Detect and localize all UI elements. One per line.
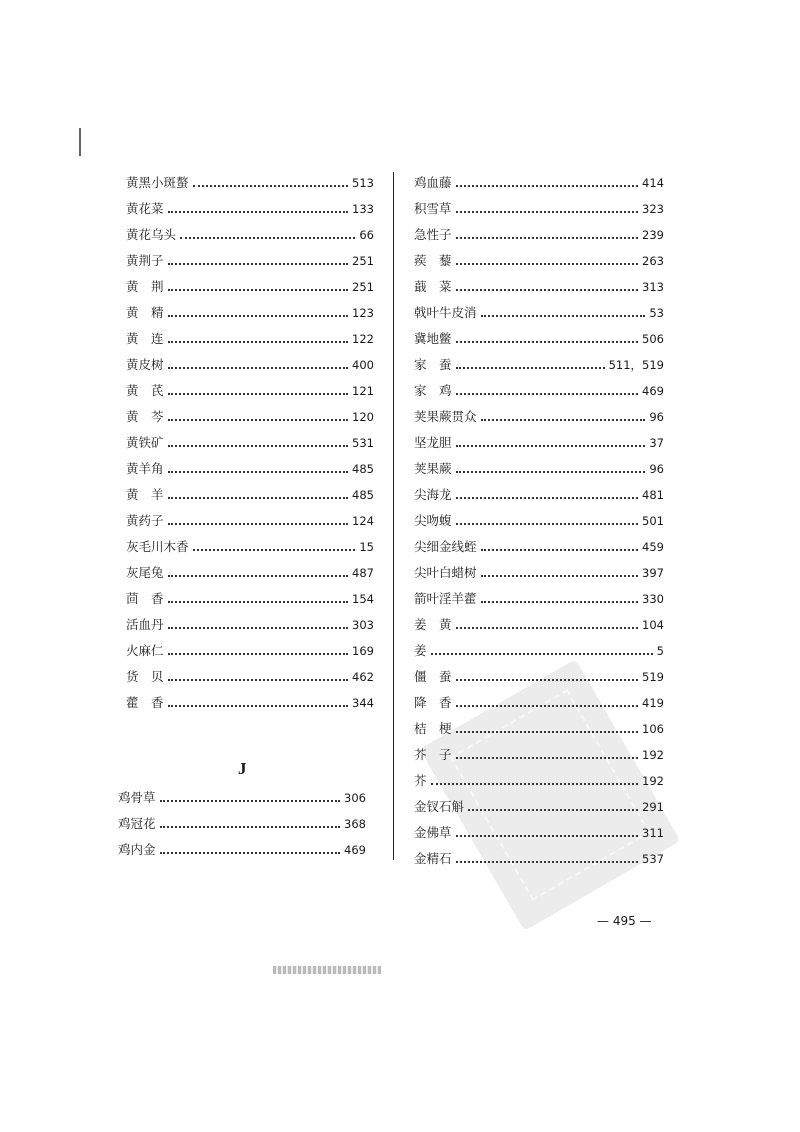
dot-leader xyxy=(481,315,646,317)
index-entry xyxy=(126,225,374,245)
entry-name: 尖细金线蛭 xyxy=(414,539,477,554)
entry-name: 尖海龙 xyxy=(414,487,452,502)
index-entry xyxy=(126,355,374,375)
entry-name: 降 香 xyxy=(414,695,452,710)
index-entry xyxy=(126,381,374,401)
index-entry xyxy=(126,693,374,713)
index-entry xyxy=(126,329,374,349)
entry-page: 313 xyxy=(642,280,664,294)
dot-leader xyxy=(456,289,639,291)
index-entry xyxy=(414,173,664,193)
index-entry xyxy=(414,563,664,583)
index-entry xyxy=(414,589,664,609)
dot-leader xyxy=(193,185,349,187)
entry-name: 黄花乌头 xyxy=(126,227,177,242)
entry-page: 291 xyxy=(642,800,664,814)
entry-page: 487 xyxy=(352,566,374,580)
entry-page: 251 xyxy=(352,280,374,294)
index-entry xyxy=(126,485,374,505)
dot-leader xyxy=(160,852,341,854)
dot-leader xyxy=(456,445,646,447)
entry-name: 急性子 xyxy=(414,227,452,242)
dot-leader xyxy=(456,627,639,629)
entry-name: 家 蚕 xyxy=(414,357,452,372)
entry-page: 192 xyxy=(642,774,664,788)
entry-name: 火麻仁 xyxy=(126,643,164,658)
entry-name: 黄花菜 xyxy=(126,201,164,216)
index-entry xyxy=(414,511,664,531)
index-entry xyxy=(126,537,374,557)
entry-page: 120 xyxy=(352,410,374,424)
entry-name: 蕺 菜 xyxy=(414,279,452,294)
dot-leader xyxy=(168,367,349,369)
dot-leader xyxy=(168,393,349,395)
entry-name: 金钗石斛 xyxy=(414,799,465,814)
entry-name: 黄药子 xyxy=(126,513,164,528)
entry-page: 239 xyxy=(642,228,664,242)
entry-page: 485 xyxy=(352,462,374,476)
entry-name: 坚龙胆 xyxy=(414,435,452,450)
index-entry xyxy=(126,303,374,323)
entry-name: 芥 子 xyxy=(414,747,452,762)
entry-page: 192 xyxy=(642,748,664,762)
dot-leader xyxy=(456,731,639,733)
entry-page: 330 xyxy=(642,592,664,606)
dot-leader xyxy=(431,783,639,785)
entry-name: 尖吻蝮 xyxy=(414,513,452,528)
index-entry xyxy=(126,615,374,635)
entry-page: 368 xyxy=(344,817,366,831)
entry-name: 芥 xyxy=(414,773,427,788)
dot-leader xyxy=(160,826,341,828)
dot-leader xyxy=(456,861,639,863)
entry-page: 124 xyxy=(352,514,374,528)
index-entry xyxy=(414,355,664,375)
index-entry xyxy=(414,433,664,453)
entry-name: 黄羊角 xyxy=(126,461,164,476)
entry-page: 481 xyxy=(642,488,664,502)
dot-leader xyxy=(168,679,349,681)
entry-name: 黄 羊 xyxy=(126,487,164,502)
entry-name: 茴 香 xyxy=(126,591,164,606)
entry-name: 冀地鳖 xyxy=(414,331,452,346)
index-entry xyxy=(414,407,664,427)
entry-page: 251 xyxy=(352,254,374,268)
scan-artifact xyxy=(273,966,381,974)
entry-name: 货 贝 xyxy=(126,669,164,684)
entry-name: 黄 芪 xyxy=(126,383,164,398)
entry-name: 荚果蕨 xyxy=(414,461,452,476)
entry-page: 414 xyxy=(642,176,664,190)
dot-leader xyxy=(456,341,639,343)
index-entry xyxy=(126,589,374,609)
entry-page: 66 xyxy=(359,228,374,242)
dot-leader xyxy=(168,315,349,317)
index-entry xyxy=(414,771,664,791)
dot-leader xyxy=(168,575,349,577)
dot-leader xyxy=(168,419,349,421)
index-entry xyxy=(126,407,374,427)
column-divider xyxy=(393,172,394,860)
entry-page: 53 xyxy=(649,306,664,320)
index-entry xyxy=(126,433,374,453)
entry-page: 506 xyxy=(642,332,664,346)
entry-page: 462 xyxy=(352,670,374,684)
entry-page: 106 xyxy=(642,722,664,736)
dot-leader xyxy=(431,653,653,655)
index-entry xyxy=(414,719,664,739)
dot-leader xyxy=(456,211,639,213)
margin-mark xyxy=(79,128,81,156)
entry-page: 37 xyxy=(649,436,664,450)
entry-page: 323 xyxy=(642,202,664,216)
index-entry xyxy=(414,329,664,349)
dot-leader xyxy=(168,211,349,213)
entry-name: 鸡冠花 xyxy=(118,816,156,831)
entry-page: 400 xyxy=(352,358,374,372)
index-entry xyxy=(126,641,374,661)
entry-page: 469 xyxy=(642,384,664,398)
dot-leader xyxy=(481,549,639,551)
entry-name: 灰毛川木香 xyxy=(126,539,189,554)
entry-page: 104 xyxy=(642,618,664,632)
index-entry xyxy=(414,823,664,843)
index-entry xyxy=(126,277,374,297)
dot-leader xyxy=(193,549,356,551)
entry-page: 311 xyxy=(642,826,664,840)
entry-page: 397 xyxy=(642,566,664,580)
entry-page: 5 xyxy=(656,644,664,658)
entry-name: 家 鸡 xyxy=(414,383,452,398)
dot-leader xyxy=(456,471,646,473)
index-entry xyxy=(414,849,664,869)
entry-page: 122 xyxy=(352,332,374,346)
entry-page: 469 xyxy=(344,843,366,857)
dot-leader xyxy=(168,653,349,655)
entry-name: 鸡血藤 xyxy=(414,175,452,190)
entry-name: 黄黑小斑螯 xyxy=(126,175,189,190)
index-entry xyxy=(414,251,664,271)
index-entry xyxy=(126,667,374,687)
index-entry xyxy=(414,797,664,817)
entry-name: 蒺 藜 xyxy=(414,253,452,268)
dot-leader xyxy=(168,601,349,603)
entry-name: 金精石 xyxy=(414,851,452,866)
entry-page: 344 xyxy=(352,696,374,710)
index-entry xyxy=(118,840,366,860)
entry-page: 96 xyxy=(649,410,664,424)
entry-name: 积雪草 xyxy=(414,201,452,216)
dot-leader xyxy=(168,289,349,291)
index-entry xyxy=(118,814,366,834)
entry-name: 戟叶牛皮消 xyxy=(414,305,477,320)
entry-name: 黄 芩 xyxy=(126,409,164,424)
dot-leader xyxy=(168,497,349,499)
dot-leader xyxy=(456,393,639,395)
dot-leader xyxy=(456,367,605,369)
entry-page: 121 xyxy=(352,384,374,398)
entry-name: 箭叶淫羊藿 xyxy=(414,591,477,606)
index-entry xyxy=(414,199,664,219)
dot-leader xyxy=(456,237,639,239)
index-entry xyxy=(126,511,374,531)
index-entry xyxy=(126,563,374,583)
entry-name: 鸡骨草 xyxy=(118,790,156,805)
entry-name: 黄 荆 xyxy=(126,279,164,294)
dot-leader xyxy=(456,263,639,265)
entry-page: 419 xyxy=(642,696,664,710)
entry-name: 姜 黄 xyxy=(414,617,452,632)
dot-leader xyxy=(481,575,639,577)
index-entry xyxy=(118,788,366,808)
index-entry xyxy=(414,277,664,297)
section-heading-j: J xyxy=(238,759,247,778)
entry-name: 黄 连 xyxy=(126,331,164,346)
entry-name: 灰尾兔 xyxy=(126,565,164,580)
dot-leader xyxy=(456,679,639,681)
entry-name: 尖叶白蜡树 xyxy=(414,565,477,580)
dot-leader xyxy=(456,523,639,525)
dot-leader xyxy=(168,263,349,265)
dot-leader xyxy=(180,237,355,239)
entry-page: 537 xyxy=(642,852,664,866)
dot-leader xyxy=(481,601,639,603)
entry-page: 303 xyxy=(352,618,374,632)
dot-leader xyxy=(468,809,638,811)
entry-page: 15 xyxy=(359,540,374,554)
entry-name: 藿 香 xyxy=(126,695,164,710)
index-entry xyxy=(414,537,664,557)
index-entry xyxy=(414,459,664,479)
index-entry xyxy=(126,251,374,271)
index-entry xyxy=(414,225,664,245)
index-entry xyxy=(126,459,374,479)
page-number: — 495 — xyxy=(597,914,652,928)
entry-name: 桔 梗 xyxy=(414,721,452,736)
entry-page: 154 xyxy=(352,592,374,606)
dot-leader xyxy=(168,705,349,707)
dot-leader xyxy=(160,800,341,802)
entry-page: 511，519 xyxy=(608,358,664,372)
index-entry xyxy=(414,381,664,401)
entry-page: 306 xyxy=(344,791,366,805)
index-entry xyxy=(414,485,664,505)
index-entry xyxy=(414,693,664,713)
entry-page: 169 xyxy=(352,644,374,658)
index-entry xyxy=(126,173,374,193)
dot-leader xyxy=(168,445,349,447)
dot-leader xyxy=(168,627,349,629)
dot-leader xyxy=(456,185,639,187)
entry-page: 123 xyxy=(352,306,374,320)
entry-page: 133 xyxy=(352,202,374,216)
entry-page: 513 xyxy=(352,176,374,190)
entry-name: 黄荆子 xyxy=(126,253,164,268)
entry-page: 459 xyxy=(642,540,664,554)
entry-name: 黄铁矿 xyxy=(126,435,164,450)
dot-leader xyxy=(168,523,349,525)
index-entry xyxy=(414,303,664,323)
entry-page: 519 xyxy=(642,670,664,684)
entry-page: 96 xyxy=(649,462,664,476)
entry-page: 501 xyxy=(642,514,664,528)
dot-leader xyxy=(456,497,639,499)
entry-name: 黄皮树 xyxy=(126,357,164,372)
index-entry xyxy=(414,745,664,765)
dot-leader xyxy=(168,471,349,473)
entry-name: 荚果蕨贯众 xyxy=(414,409,477,424)
entry-name: 黄 精 xyxy=(126,305,164,320)
entry-name: 活血丹 xyxy=(126,617,164,632)
dot-leader xyxy=(168,341,349,343)
index-entry xyxy=(126,199,374,219)
entry-name: 金佛草 xyxy=(414,825,452,840)
entry-page: 531 xyxy=(352,436,374,450)
dot-leader xyxy=(456,757,639,759)
entry-name: 姜 xyxy=(414,643,427,658)
entry-name: 鸡内金 xyxy=(118,842,156,857)
dot-leader xyxy=(456,835,639,837)
index-entry xyxy=(414,641,664,661)
index-entry xyxy=(414,615,664,635)
entry-page: 485 xyxy=(352,488,374,502)
entry-name: 僵 蚕 xyxy=(414,669,452,684)
entry-page: 263 xyxy=(642,254,664,268)
dot-leader xyxy=(481,419,646,421)
index-entry xyxy=(414,667,664,687)
dot-leader xyxy=(456,705,639,707)
